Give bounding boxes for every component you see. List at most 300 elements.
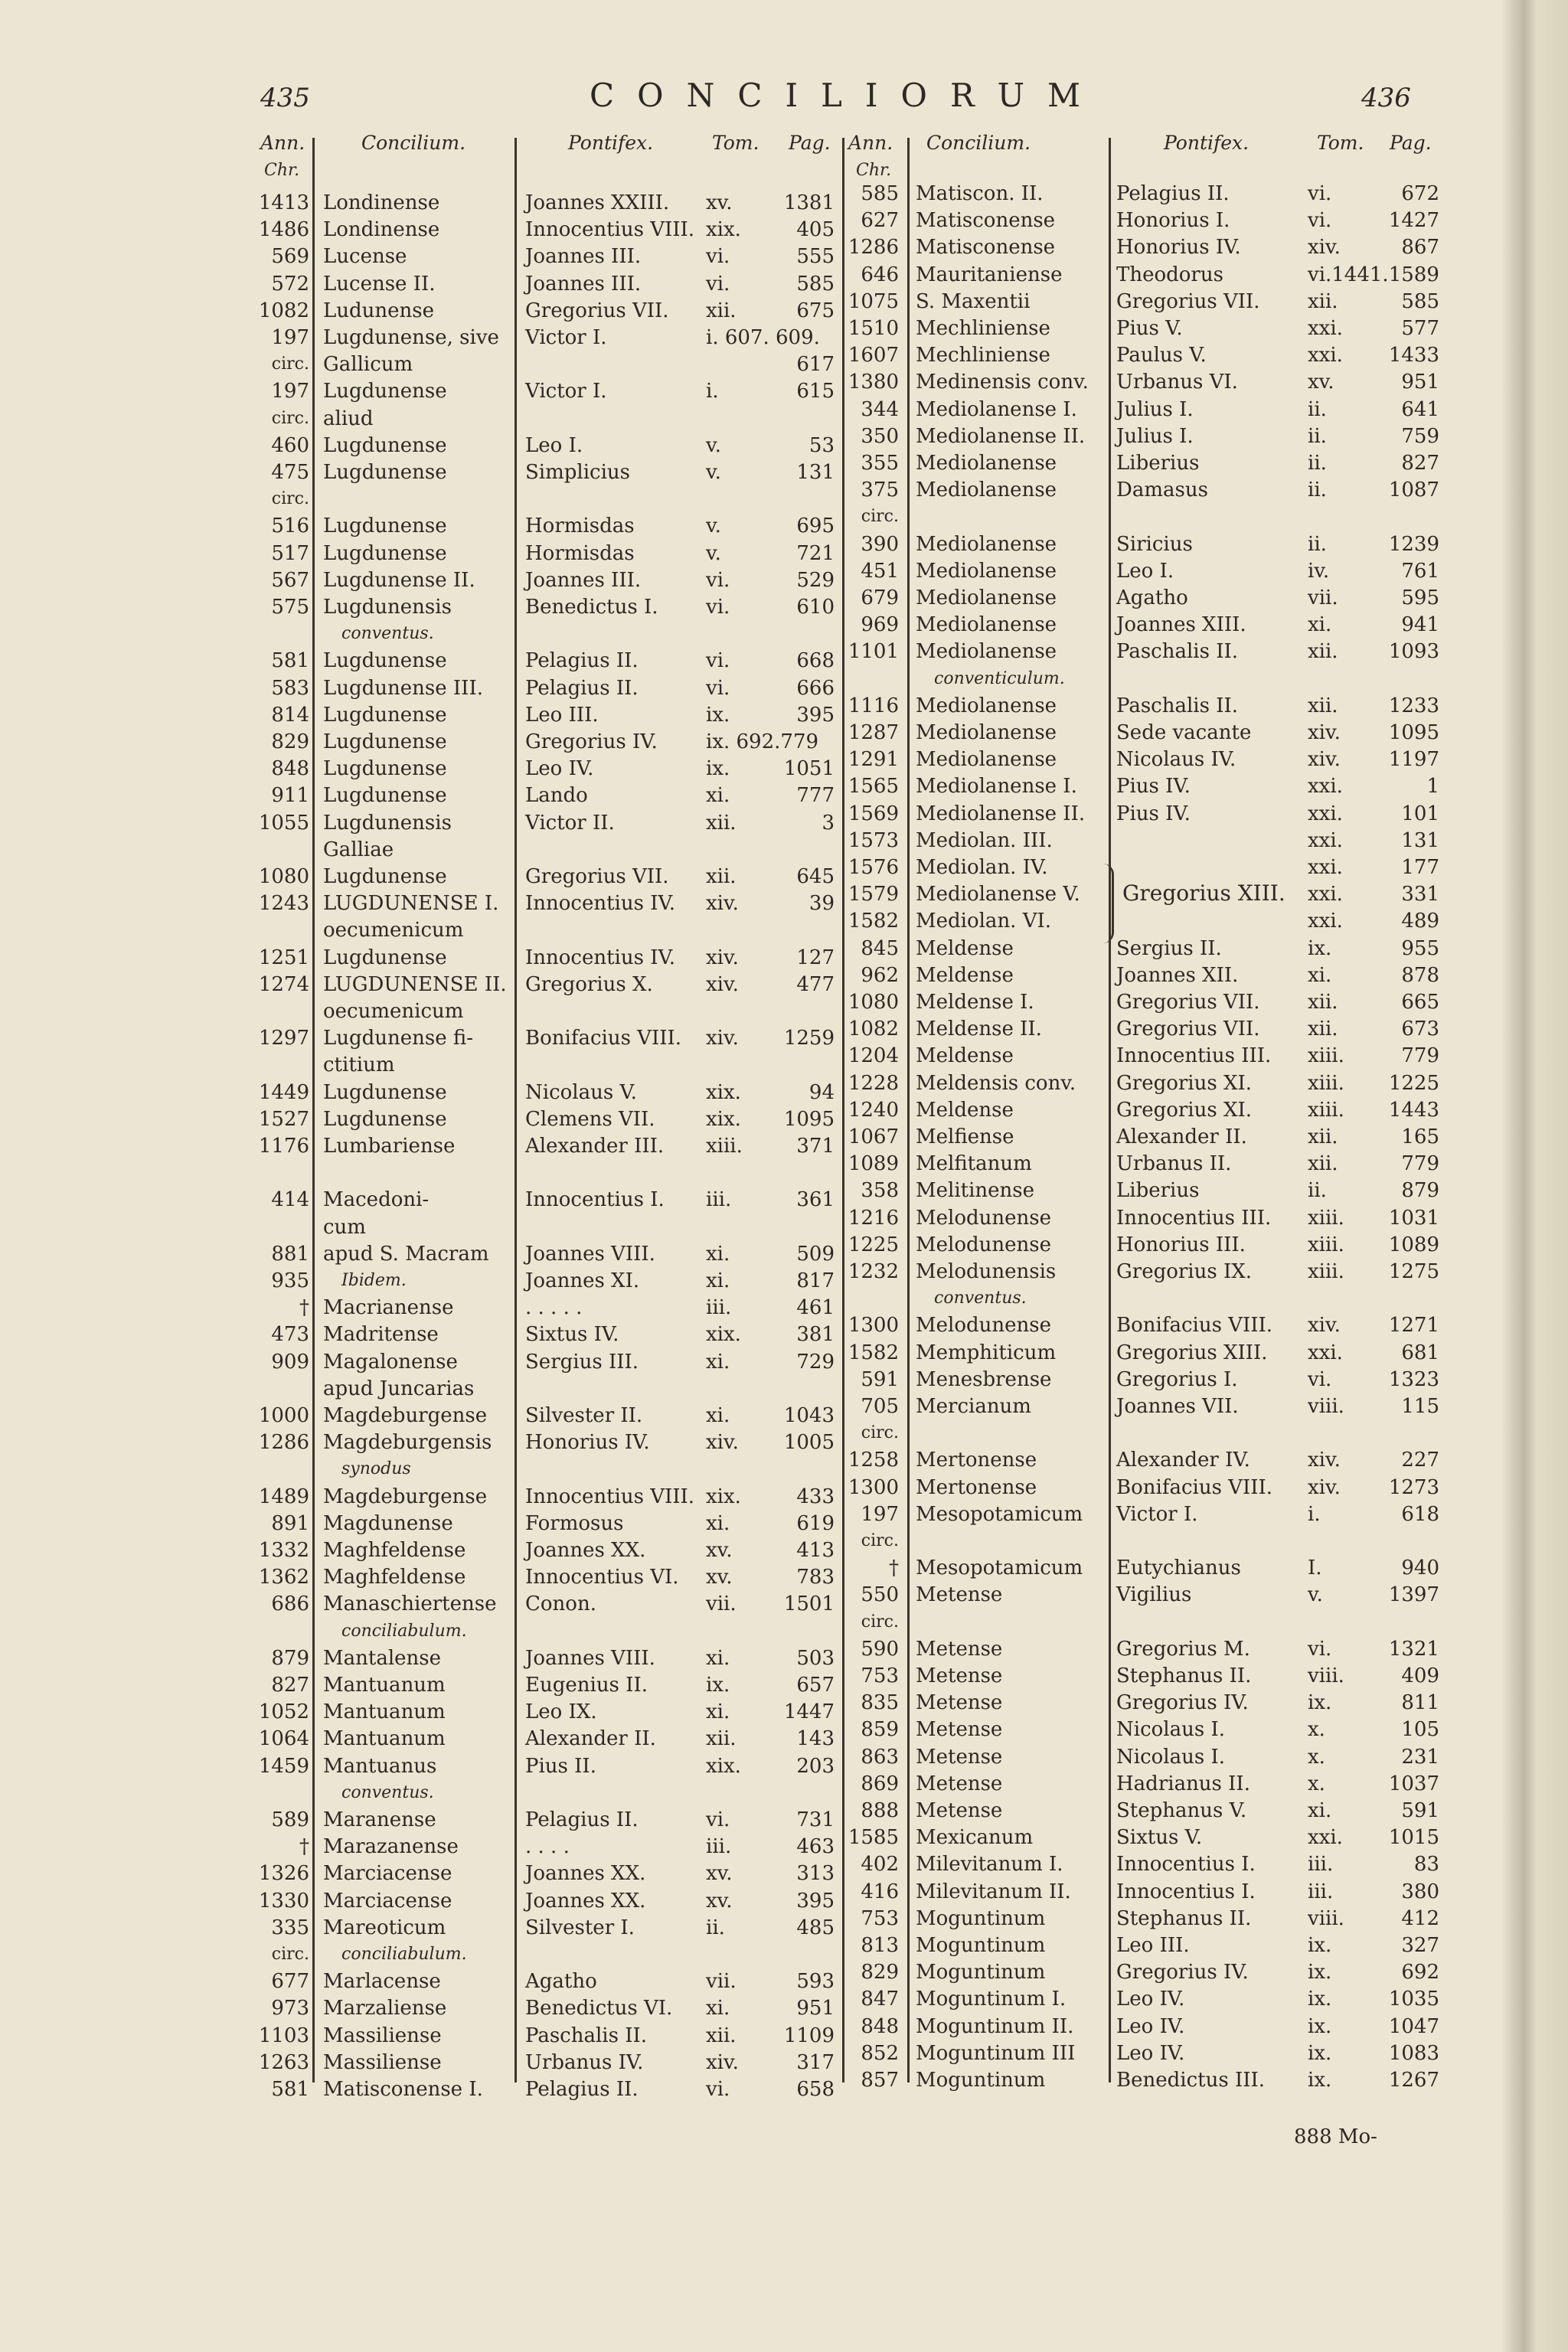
cell-pt: Victor II.: [525, 811, 615, 835]
cell-pg: 381: [796, 1323, 835, 1347]
cell-yr: 473: [271, 1323, 309, 1347]
cell-nm: Moguntinum: [916, 1961, 1046, 1984]
cell-nm: Mediolanense II.: [916, 424, 1086, 448]
cell-yr: circ.: [271, 489, 309, 509]
cell-pg: 729: [796, 1350, 835, 1374]
cell-pt: Innocentius VI.: [525, 1566, 679, 1589]
cell-yr: 829: [271, 730, 309, 753]
cell-pg: 1443: [1388, 1098, 1439, 1122]
cell-tm: xix.: [706, 1107, 741, 1131]
cell-pt: Sergius III.: [525, 1350, 639, 1374]
cell-tm: ix.: [1308, 1934, 1332, 1957]
bracket-label: Gregorius XIII.: [1122, 880, 1285, 906]
rule-left-1: [312, 138, 315, 2082]
cell-pt: Innocentius VIII.: [525, 218, 695, 242]
cell-pg: 1095: [783, 1107, 835, 1131]
cell-yr: 1052: [258, 1700, 309, 1724]
cell-tm: xxi.: [1308, 856, 1343, 879]
cell-pg: 53: [808, 433, 835, 457]
cell-pg: 327: [1401, 1934, 1439, 1957]
cell-tm: xii.: [706, 865, 737, 888]
cell-pg: 94: [808, 1080, 835, 1104]
cell-yr: 814: [271, 703, 309, 727]
cell-pg: 951: [1401, 371, 1439, 394]
cell-yr: 973: [271, 1997, 309, 2020]
cell-pt: Paschalis II.: [525, 2024, 648, 2047]
cell-pt: Hadrianus II.: [1116, 1772, 1250, 1795]
cell-nm: Mertonense: [916, 1449, 1037, 1472]
cell-nm: Manaschiertense: [323, 1592, 497, 1616]
cell-yr: 911: [271, 784, 309, 808]
cell-pt: Pelagius II.: [525, 676, 639, 700]
cell-yr: 677: [271, 1970, 309, 1994]
cell-pt: Innocentius I.: [1116, 1853, 1256, 1877]
cell-yr: 827: [271, 1674, 309, 1697]
cell-nm: Maranense: [323, 1808, 436, 1831]
cell-pt: Benedictus III.: [1116, 2069, 1266, 2092]
cell-nm: Galliae: [323, 838, 394, 861]
cell-tm: ii.: [1308, 479, 1327, 502]
cell-pt: Paschalis II.: [1116, 694, 1239, 717]
cell-nm: Lugdunense: [323, 730, 447, 753]
cell-pg: 1381: [783, 191, 835, 214]
cell-nm: Mediolanense: [916, 452, 1057, 475]
cell-tm: xi.: [706, 1646, 730, 1670]
cell-pt: Pelagius II.: [1116, 182, 1230, 205]
cell-pt: Stephanus II.: [1116, 1906, 1252, 1930]
cell-pt: Sixtus V.: [1116, 1826, 1203, 1850]
header-year-sub-right: Chr.: [856, 161, 892, 180]
cell-yr: 1258: [848, 1449, 899, 1472]
cell-nm: Moguntinum III: [916, 2041, 1076, 2065]
cell-yr: 460: [271, 433, 309, 457]
cell-yr: 569: [271, 245, 309, 269]
cell-pt: Formosus: [525, 1511, 624, 1535]
cell-yr: 335: [271, 1916, 309, 1939]
cell-tm: xi.: [1308, 1799, 1332, 1822]
cell-nm: Londinense: [323, 218, 440, 242]
cell-pt: Sede vacante: [1116, 721, 1252, 744]
cell-pg: 395: [796, 1889, 835, 1913]
cell-tm: xi.: [706, 1700, 730, 1724]
cell-pg: 1015: [1388, 1826, 1439, 1850]
cell-tm: xi.: [1308, 613, 1332, 637]
cell-tm: xii.: [706, 299, 737, 322]
cell-nm: Melodunense: [916, 1206, 1051, 1230]
cell-pt: Sixtus IV.: [525, 1323, 619, 1347]
cell-pg: 577: [1401, 317, 1439, 340]
cell-nm: Matisconense: [916, 236, 1056, 260]
cell-nm: Lugdunense: [323, 1080, 447, 1104]
cell-tm: ix.: [1308, 1691, 1332, 1715]
cell-tm: xxi.: [1308, 883, 1343, 906]
cell-nm: Medinensis conv.: [916, 371, 1089, 394]
cell-yr: 375: [861, 479, 899, 502]
cell-pg: 940: [1401, 1557, 1439, 1580]
cell-pg: 463: [796, 1835, 835, 1859]
cell-nm: Melodunensis: [916, 1260, 1057, 1283]
cell-nm: Mediolanense: [916, 559, 1057, 583]
cell-tm: xv.: [706, 1862, 733, 1886]
cell-pt: Siricius: [1116, 532, 1193, 556]
cell-tm: iii.: [1308, 1880, 1334, 1903]
cell-tm: xi.: [706, 1269, 730, 1292]
cell-nm: conventus.: [934, 1289, 1027, 1308]
cell-yr: 517: [271, 541, 309, 565]
cell-nm: Lugdunense II.: [323, 568, 475, 592]
brace: [1101, 864, 1114, 943]
cell-pt: Joannes XII.: [1116, 963, 1239, 987]
cell-pg: 1035: [1388, 1988, 1439, 2011]
cell-nm: Mantuanus: [323, 1754, 437, 1778]
cell-pt: Leo IX.: [525, 1700, 597, 1724]
cell-pt: Gregorius VII.: [525, 299, 669, 322]
cell-nm: Lucense II.: [323, 272, 436, 296]
cell-pt: Eugenius II.: [525, 1674, 648, 1697]
cell-nm: Gallicum: [323, 353, 413, 377]
cell-tm: xix.: [706, 1754, 741, 1778]
cell-yr: 1082: [848, 1018, 899, 1041]
cell-yr: 581: [271, 649, 309, 673]
cell-yr: 416: [861, 1880, 899, 1903]
cell-tm: xi.: [706, 1350, 730, 1374]
cell-yr: 969: [861, 613, 899, 637]
cell-nm: conventus.: [341, 624, 434, 644]
cell-pt: Gregorius M.: [1116, 1637, 1250, 1661]
cell-nm: Mediolanense II.: [916, 802, 1086, 825]
cell-pt: Pius V.: [1116, 317, 1183, 340]
cell-pg: 1043: [783, 1404, 835, 1427]
cell-yr: 414: [271, 1188, 309, 1212]
cell-nm: oecumenicum: [323, 1000, 464, 1023]
cell-nm: Ibidem.: [341, 1271, 407, 1290]
cell-tm: xiv.: [706, 946, 739, 969]
cell-pg: 585: [1401, 289, 1439, 313]
cell-pg: 641: [1401, 397, 1439, 421]
cell-tm: xiv.: [706, 1431, 739, 1455]
cell-nm: Meldense: [916, 1044, 1014, 1068]
cell-pg: 412: [1401, 1906, 1439, 1930]
cell-nm: Marzaliense: [323, 1997, 447, 2020]
cell-yr: 197: [271, 380, 309, 403]
cell-nm: apud Juncarias: [323, 1377, 475, 1400]
cell-yr: circ.: [861, 1531, 899, 1550]
cell-pg: 1225: [1388, 1071, 1439, 1095]
cell-pg: 1095: [1388, 721, 1439, 744]
cell-pt: Gregorius VII.: [1116, 1018, 1260, 1041]
cell-pg: 811: [1401, 1691, 1439, 1715]
cell-nm: Mediolanense I.: [916, 775, 1077, 799]
cell-pg: 759: [1401, 424, 1439, 448]
cell-pg: 485: [796, 1916, 835, 1939]
cell-nm: Lugdunense: [323, 703, 447, 727]
cell-pt: Joannes XI.: [525, 1269, 640, 1292]
cell-pg: 867: [1401, 236, 1439, 260]
cell-tm: xiv.: [1308, 1314, 1341, 1338]
cell-tm: vi.: [1308, 182, 1332, 205]
cell-pt: Nicolaus I.: [1116, 1718, 1225, 1742]
cell-pg: 203: [796, 1754, 835, 1778]
cell-yr: 583: [271, 676, 309, 700]
cell-pg: 617: [796, 353, 835, 377]
cell-nm: Matisconense: [916, 209, 1056, 233]
cell-nm: Mantuanum: [323, 1674, 446, 1697]
cell-tm: ii.: [1308, 452, 1327, 475]
cell-yr: 1569: [848, 802, 899, 825]
cell-pg: 645: [796, 865, 835, 888]
cell-pg: 127: [796, 946, 835, 969]
cell-nm: Mesopotamicum: [916, 1557, 1083, 1580]
cell-yr: 567: [271, 568, 309, 592]
cell-pt: Silvester I.: [525, 1916, 635, 1939]
cell-pg: 361: [796, 1188, 835, 1212]
spine-shadow: [1501, 0, 1524, 2352]
cell-tm: xii.: [1308, 1125, 1338, 1148]
cell-pg: 1037: [1388, 1772, 1439, 1795]
cell-nm: LUGDUNENSE II.: [323, 972, 507, 996]
cell-pt: Agatho: [525, 1970, 597, 1994]
header-council: Concilium.: [361, 132, 466, 154]
cell-yr: 581: [271, 2078, 309, 2101]
cell-yr: 1082: [258, 299, 309, 322]
cell-yr: 197: [271, 326, 309, 349]
cell-pg: 177: [1401, 856, 1439, 879]
cell-nm: Magdeburgense: [323, 1404, 488, 1427]
header-page-right: Pag.: [1390, 132, 1432, 154]
cell-yr: 1582: [848, 910, 899, 933]
cell-tm: xxi.: [1308, 775, 1343, 799]
cell-pt: Agatho: [1116, 586, 1188, 609]
cell-nm: Mantalense: [323, 1646, 441, 1670]
cell-tm: xi.: [706, 1242, 730, 1266]
cell-yr: 935: [271, 1269, 309, 1292]
cell-yr: †: [299, 1296, 309, 1320]
cell-yr: 344: [861, 397, 899, 421]
cell-pt: Honorius IV.: [1116, 236, 1241, 260]
cell-tm: ix.: [1308, 2069, 1332, 2092]
cell-nm: Marciacense: [323, 1862, 452, 1886]
cell-pg: 555: [796, 245, 835, 269]
cell-pt: Joannes III.: [525, 245, 642, 269]
cell-tm: vi.: [1308, 209, 1332, 233]
cell-tm: x.: [1308, 1718, 1325, 1742]
cell-pt: Joannes XX.: [525, 1889, 646, 1913]
cell-nm: Lumbariense: [323, 1135, 456, 1158]
header-page: Pag.: [789, 132, 831, 154]
cell-pt: Leo IV.: [525, 757, 594, 781]
cell-pt: Stephanus V.: [1116, 1799, 1247, 1822]
cell-pg: 331: [1401, 883, 1439, 906]
cell-yr: 753: [861, 1906, 899, 1930]
cell-pt: Joannes XX.: [525, 1862, 646, 1886]
cell-yr: 402: [861, 1853, 899, 1877]
cell-nm: Magdeburgensis: [323, 1431, 492, 1455]
cell-pg: 1047: [1388, 2014, 1439, 2038]
cell-pt: Julius I.: [1116, 397, 1194, 421]
cell-pg: 395: [796, 703, 835, 727]
cell-nm: Meldense: [916, 936, 1014, 960]
cell-pt: Leo I.: [525, 433, 583, 457]
cell-pg: 371: [796, 1135, 835, 1158]
cell-tm: xv.: [706, 1566, 733, 1589]
cell-pt: Victor I.: [1116, 1502, 1198, 1526]
cell-tm: vii.: [706, 1592, 737, 1616]
cell-nm: Macedoni-: [323, 1188, 430, 1212]
cell-nm: LUGDUNENSE I.: [323, 892, 499, 916]
cell-yr: 585: [861, 182, 899, 205]
cell-nm: Maghfeldense: [323, 1539, 466, 1562]
cell-tm: xiv.: [1308, 236, 1341, 260]
cell-tm: xiii.: [1308, 1260, 1344, 1283]
cell-pg: 595: [1401, 586, 1439, 609]
cell-nm: Meldense: [916, 1098, 1014, 1122]
cell-tm: xiv.: [1308, 1449, 1341, 1472]
cell-pg: 593: [796, 1970, 835, 1994]
cell-pt: Gregorius IV.: [525, 730, 658, 753]
cell-tm: xv.: [706, 1539, 733, 1562]
cell-pg: 675: [796, 299, 835, 322]
cell-pg: 1323: [1388, 1367, 1439, 1391]
cell-nm: Mediolanense: [916, 532, 1057, 556]
cell-pg: 503: [796, 1646, 835, 1670]
cell-pg: 165: [1401, 1125, 1439, 1148]
cell-pt: Paulus V.: [1116, 344, 1207, 368]
cell-pg: 529: [796, 568, 835, 592]
cell-tm: viii.: [1308, 1664, 1344, 1687]
cell-pt: Leo I.: [1116, 559, 1174, 583]
cell-yr: 1300: [848, 1314, 899, 1338]
cell-pt: Clemens VII.: [525, 1107, 655, 1131]
cell-tm: ix.: [1308, 1988, 1332, 2011]
header-council-right: Concilium.: [926, 132, 1031, 154]
cell-yr: 1274: [258, 972, 309, 996]
cell-pt: Nicolaus IV.: [1116, 748, 1236, 772]
cell-yr: circ.: [861, 1612, 899, 1632]
cell-yr: 686: [271, 1592, 309, 1616]
cell-pg: 1051: [783, 757, 835, 781]
cell-pg: 1273: [1388, 1475, 1439, 1499]
cell-pt: Pelagius II.: [525, 2078, 639, 2101]
cell-tm: xix.: [706, 1485, 741, 1508]
running-title: CONCILIORUM: [590, 77, 1103, 114]
cell-pt: Damasus: [1116, 479, 1208, 502]
cell-pg: 779: [1401, 1152, 1439, 1176]
cell-tm: vi.: [706, 649, 730, 673]
cell-pg: 1087: [1388, 479, 1439, 502]
cell-yr: 1486: [258, 218, 309, 242]
cell-pg: 313: [796, 1862, 835, 1886]
cell-pt: Gregorius I.: [1116, 1367, 1238, 1391]
cell-nm: Melitinense: [916, 1179, 1035, 1203]
cell-nm: Mediolanense: [916, 613, 1057, 637]
cell-tm: vi.: [706, 1808, 730, 1831]
cell-tm: ix.: [706, 703, 730, 727]
cell-tm: xix.: [706, 1080, 741, 1104]
cell-pg: 115: [1401, 1395, 1439, 1418]
cell-pt: Pius II.: [525, 1754, 596, 1778]
cell-pg: 105: [1401, 1718, 1439, 1742]
cell-yr: 1607: [848, 344, 899, 368]
cell-pt: Benedictus VI.: [525, 1997, 673, 2020]
cell-yr: 197: [861, 1502, 899, 1526]
header-tome-right: Tom.: [1317, 132, 1364, 154]
cell-yr: 1286: [848, 236, 899, 260]
cell-pt: Innocentius III.: [1116, 1206, 1272, 1230]
cell-yr: 1585: [848, 1826, 899, 1850]
cell-tm: i. 607. 609.: [706, 326, 820, 349]
cell-pg: 668: [796, 649, 835, 673]
cell-tm: vi.1441.1589: [1308, 263, 1439, 286]
cell-pg: 610: [796, 596, 835, 619]
cell-pg: 509: [796, 1242, 835, 1266]
cell-nm: Moguntinum II.: [916, 2014, 1074, 2038]
cell-yr: circ.: [861, 1423, 899, 1443]
rule-right-2: [1109, 138, 1111, 2082]
page-number-right: 436: [1361, 83, 1411, 113]
cell-yr: 1413: [258, 191, 309, 214]
cell-nm: Moguntinum: [916, 2069, 1046, 2092]
cell-tm: xii.: [1308, 640, 1338, 664]
cell-yr: 1510: [848, 317, 899, 340]
cell-pt: . . . .: [525, 1835, 570, 1859]
cell-nm: Lugdunense: [323, 433, 447, 457]
cell-pg: 941: [1401, 613, 1439, 637]
cell-pg: 3: [822, 811, 835, 835]
cell-yr: 1582: [848, 1341, 899, 1364]
cell-pt: Alexander II.: [525, 1727, 656, 1751]
header-tome: Tom.: [712, 132, 760, 154]
cell-nm: Mediolan. III.: [916, 828, 1053, 852]
cell-pt: Gregorius X.: [525, 972, 653, 996]
cell-pg: 477: [796, 972, 835, 996]
cell-pt: Pelagius II.: [525, 1808, 639, 1831]
cell-pt: Alexander II.: [1116, 1125, 1247, 1148]
cell-tm: vi.: [706, 245, 730, 269]
cell-tm: xii.: [706, 811, 737, 835]
cell-pt: Liberius: [1116, 1179, 1200, 1203]
cell-nm: Mediolanense: [916, 640, 1057, 664]
cell-yr: 1080: [848, 991, 899, 1014]
cell-nm: conciliabulum.: [341, 1945, 467, 1964]
cell-tm: i.: [706, 380, 719, 403]
cell-pg: 1427: [1388, 209, 1439, 233]
cell-nm: Moguntinum: [916, 1934, 1046, 1957]
cell-pt: Victor I.: [525, 326, 607, 349]
cell-tm: xii.: [706, 2024, 737, 2047]
cell-yr: 1103: [258, 2024, 309, 2047]
cell-nm: Marciacense: [323, 1889, 452, 1913]
cell-pg: 143: [796, 1727, 835, 1751]
cell-yr: 909: [271, 1350, 309, 1374]
cell-nm: aliud: [323, 407, 374, 430]
cell-yr: 829: [861, 1961, 899, 1984]
rule-right-1: [907, 138, 910, 2082]
cell-nm: Memphiticum: [916, 1341, 1057, 1364]
cell-pt: Nicolaus V.: [525, 1080, 637, 1104]
cell-nm: Mechliniense: [916, 344, 1050, 368]
cell-tm: ii.: [1308, 424, 1327, 448]
cell-yr: 572: [271, 272, 309, 296]
cell-nm: synodus: [341, 1459, 411, 1479]
cell-pg: 695: [796, 514, 835, 538]
cell-nm: conciliabulum.: [341, 1621, 467, 1641]
cell-nm: Lugdunense III.: [323, 676, 483, 700]
cell-tm: xiii.: [1308, 1098, 1344, 1122]
cell-yr: 1286: [258, 1431, 309, 1455]
cell-yr: 475: [271, 461, 309, 484]
cell-pg: 951: [796, 1997, 835, 2020]
cell-yr: circ.: [271, 408, 309, 428]
